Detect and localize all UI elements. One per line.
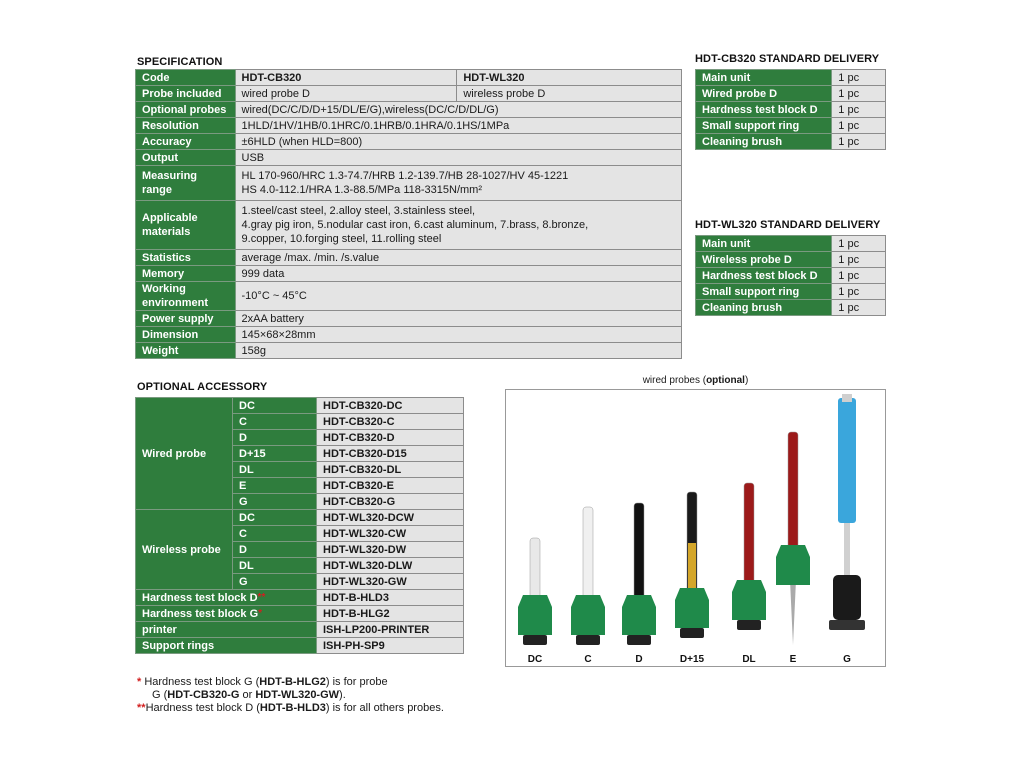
accessory-row [136, 398, 464, 414]
accessory-label-text: Support rings [142, 639, 215, 652]
probe-grip [776, 545, 810, 585]
spec-label: Probe included [136, 86, 236, 102]
spec-value-line: HL 170-960/HRC 1.3-74.7/HRB 1.2-139.7/HB 28-1027/HV 45-1221 [241, 170, 569, 182]
delivery-item: Small support ring [696, 284, 832, 300]
probe-grip [622, 595, 656, 635]
probe-shaft [838, 398, 856, 523]
spec-value [235, 134, 681, 150]
spec-col1-header: HDT-CB320 [235, 70, 457, 86]
spec-value-line: average /max. /min. /s.value [241, 251, 380, 264]
spec-label: Weight [136, 343, 236, 359]
spec-col2-header: HDT-WL320 [457, 70, 682, 86]
probe-ring [829, 620, 865, 630]
spec-value-line: wired(DC/C/D/D+15/DL/E/G),wireless(DC/C/D/DL/G) [241, 103, 499, 116]
spec-row [136, 150, 682, 166]
spec-value [235, 201, 681, 250]
delivery-row [696, 118, 886, 134]
delivery-row [696, 70, 886, 86]
delivery-qty: 1 pc [832, 134, 886, 150]
accessory-code: HDT-WL320-GW [317, 574, 464, 590]
probe-label: D [635, 654, 643, 665]
probe-type: E [233, 478, 317, 494]
delivery-item: Main unit [696, 70, 832, 86]
delivery-qty: 1 pc [832, 70, 886, 86]
delivery-qty: 1 pc [832, 284, 886, 300]
delivery-row [696, 236, 886, 252]
probe-shaft [634, 503, 644, 600]
accessory-label-text: Hardness test block D [142, 591, 258, 604]
delivery-row [696, 86, 886, 102]
spec-title: SPECIFICATION [137, 56, 223, 68]
accessory-code: HDT-CB320-C [317, 414, 464, 430]
footnote-2 [137, 702, 444, 715]
delivery-item: Cleaning brush [696, 134, 832, 150]
spec-table [135, 69, 682, 359]
delivery-row [696, 252, 886, 268]
probe-collar [688, 543, 696, 588]
delivery-row [696, 268, 886, 284]
spec-value [235, 266, 681, 282]
spec-value-line: HS 4.0-112.1/HRA 1.3-88.5/MPa 118-3315N/mm² [241, 184, 483, 196]
accessory-code: HDT-CB320-D15 [317, 446, 464, 462]
asterisk-mark: * [137, 676, 142, 688]
spec-value [235, 282, 681, 311]
note-text: Hardness test block D ( [145, 702, 260, 714]
accessory-table [135, 397, 464, 654]
spec-label: Measuring range [136, 166, 236, 201]
asterisk-mark: * [258, 607, 263, 619]
spec-value [235, 102, 681, 118]
spec-value [235, 327, 681, 343]
probe-label: C [584, 654, 592, 665]
double-asterisk-mark: ** [137, 702, 146, 714]
spec-value-line: -10°C ~ 45°C [241, 290, 307, 302]
probe-cap [842, 394, 852, 402]
wired-probe-group: Wired probe [136, 398, 233, 510]
spec-row [136, 250, 682, 266]
accessory-label [136, 606, 317, 622]
note-text: ) is for all others probes. [325, 702, 444, 714]
wl-delivery-title: HDT-WL320 STANDARD DELIVERY [695, 219, 881, 231]
spec-value-line: 158g [241, 344, 266, 357]
delivery-qty: 1 pc [832, 252, 886, 268]
probe-rod [844, 523, 850, 578]
note-text: Hardness test block G ( [141, 676, 260, 688]
probe-shaft [583, 507, 593, 600]
spec-row [136, 343, 682, 359]
spec-label: Dimension [136, 327, 236, 343]
probe-label: DC [527, 654, 543, 665]
accessory-code: HDT-B-HLD3 [317, 590, 464, 606]
spec-row [136, 102, 682, 118]
delivery-row [696, 284, 886, 300]
probe-type: DL [233, 558, 317, 574]
accessory-code: HDT-CB320-DC [317, 398, 464, 414]
accessory-row [136, 590, 464, 606]
probe-shaft [788, 432, 798, 550]
spec-value-line: 4.gray pig iron, 5.nodular cast iron, 6.cast aluminum, 7.brass, 8.bronze, [241, 219, 589, 231]
probe-type: DL [233, 462, 317, 478]
probe-grip [732, 580, 766, 620]
note-code: HDT-CB320-G [167, 689, 240, 701]
spec-value-line: USB [241, 151, 265, 164]
delivery-qty: 1 pc [832, 300, 886, 316]
spec-row [136, 311, 682, 327]
delivery-item: Wired probe D [696, 86, 832, 102]
spec-value-line: 1HLD/1HV/1HB/0.1HRC/0.1HRB/0.1HRA/0.1HS/1MPa [241, 119, 510, 132]
accessory-code: HDT-WL320-DW [317, 542, 464, 558]
note-text: ). [339, 689, 346, 701]
probe-label: D+15 [679, 654, 705, 665]
delivery-qty: 1 pc [832, 268, 886, 284]
spec-row [136, 86, 682, 102]
spec-row [136, 118, 682, 134]
probe-grip [571, 595, 605, 635]
accessory-code: ISH-LP200-PRINTER [317, 622, 464, 638]
probes-photo [505, 389, 886, 667]
delivery-item: Cleaning brush [696, 300, 832, 316]
photo-caption [505, 375, 886, 386]
probe-type: C [233, 414, 317, 430]
footnotes [137, 676, 444, 715]
accessory-label-text: Hardness test block G [142, 607, 259, 620]
accessory-label [136, 590, 317, 606]
accessory-label-text: printer [142, 623, 177, 636]
probe-type: DC [233, 398, 317, 414]
accessory-code: ISH-PH-SP9 [317, 638, 464, 654]
probe-type: C [233, 526, 317, 542]
spec-value [235, 118, 681, 134]
probe-base [627, 635, 651, 645]
note-code: HDT-B-HLD3 [259, 702, 326, 714]
spec-label: Memory [136, 266, 236, 282]
spec-label: Power supply [136, 311, 236, 327]
probe-type: DC [233, 510, 317, 526]
delivery-qty: 1 pc [832, 236, 886, 252]
spec-value [235, 166, 681, 201]
note-text: ) is for probe [325, 676, 388, 688]
accessory-code: HDT-WL320-DCW [317, 510, 464, 526]
probe-base [680, 628, 704, 638]
accessory-row [136, 510, 464, 526]
accessory-title: OPTIONAL ACCESSORY [137, 381, 268, 393]
probe-shaft [744, 483, 754, 585]
delivery-item: Main unit [696, 236, 832, 252]
delivery-row [696, 134, 886, 150]
probe-label: DL [742, 654, 756, 665]
probe-label: E [789, 654, 797, 665]
note-text: G ( [152, 689, 168, 701]
delivery-qty: 1 pc [832, 102, 886, 118]
accessory-code: HDT-WL320-CW [317, 526, 464, 542]
spec-row [136, 201, 682, 250]
spec-value: wired probe D [235, 86, 457, 102]
probe-base [737, 620, 761, 630]
caption-bold: optional [706, 375, 745, 386]
spec-value-line: 2xAA battery [241, 312, 304, 325]
delivery-item: Hardness test block D [696, 268, 832, 284]
wl-delivery-table [695, 235, 886, 316]
accessory-label [136, 622, 317, 638]
spec-value-line: ±6HLD (when HLD=800) [241, 135, 363, 148]
cb-delivery-title: HDT-CB320 STANDARD DELIVERY [695, 53, 880, 65]
spec-label: Resolution [136, 118, 236, 134]
delivery-row [696, 102, 886, 118]
accessory-code: HDT-WL320-DLW [317, 558, 464, 574]
probe-type: G [233, 494, 317, 510]
spec-row [136, 327, 682, 343]
spec-value-line: 1.steel/cast steel, 2.alloy steel, 3.stainless steel, [241, 205, 476, 217]
accessory-code: HDT-CB320-E [317, 478, 464, 494]
spec-label: Working environment [136, 282, 236, 311]
probe-type: D [233, 430, 317, 446]
spec-label: Applicable materials [136, 201, 236, 250]
accessory-row [136, 638, 464, 654]
delivery-row [696, 300, 886, 316]
accessory-code: HDT-CB320-DL [317, 462, 464, 478]
spec-value-line: 145×68×28mm [241, 328, 316, 341]
spec-label: Output [136, 150, 236, 166]
note-code: HDT-WL320-GW [255, 689, 340, 701]
spec-label: Code [136, 70, 236, 86]
probes-illustration [506, 390, 887, 668]
spec-value [235, 311, 681, 327]
spec-label: Statistics [136, 250, 236, 266]
spec-header-row [136, 70, 682, 86]
note-code: HDT-B-HLG2 [259, 676, 326, 688]
accessory-code: HDT-CB320-G [317, 494, 464, 510]
asterisk-mark: ** [257, 591, 266, 603]
note-text: or [239, 689, 256, 701]
accessory-row [136, 606, 464, 622]
delivery-qty: 1 pc [832, 118, 886, 134]
probe-grip [518, 595, 552, 635]
spec-value-line: 9.copper, 10.forging steel, 11.rolling steel [241, 233, 442, 245]
delivery-item: Wireless probe D [696, 252, 832, 268]
spec-row [136, 166, 682, 201]
delivery-item: Hardness test block D [696, 102, 832, 118]
probe-label: G [843, 654, 851, 665]
spec-label: Accuracy [136, 134, 236, 150]
wireless-probe-group: Wireless probe [136, 510, 233, 590]
probe-body [833, 575, 861, 620]
accessory-label [136, 638, 317, 654]
delivery-qty: 1 pc [832, 86, 886, 102]
caption-text: ) [744, 375, 749, 386]
spec-row [136, 266, 682, 282]
probe-base [523, 635, 547, 645]
accessory-code: HDT-B-HLG2 [317, 606, 464, 622]
probe-type: G [233, 574, 317, 590]
accessory-row [136, 622, 464, 638]
spec-value: wireless probe D [457, 86, 682, 102]
probe-base [576, 635, 600, 645]
probe-type: D [233, 542, 317, 558]
probe-type: D+15 [233, 446, 317, 462]
spec-value [235, 343, 681, 359]
probe-needle [790, 580, 796, 645]
spec-value [235, 250, 681, 266]
footnote-1 [137, 676, 444, 689]
spec-label: Optional probes [136, 102, 236, 118]
probe-shaft [530, 538, 540, 600]
probe-grip [675, 588, 709, 628]
caption-text: wired probes ( [642, 375, 707, 386]
delivery-item: Small support ring [696, 118, 832, 134]
cb-delivery-table [695, 69, 886, 150]
spec-value [235, 150, 681, 166]
spec-value-line: 999 data [241, 267, 285, 280]
spec-row [136, 282, 682, 311]
spec-row [136, 134, 682, 150]
footnote-1-cont [137, 689, 444, 702]
accessory-code: HDT-CB320-D [317, 430, 464, 446]
